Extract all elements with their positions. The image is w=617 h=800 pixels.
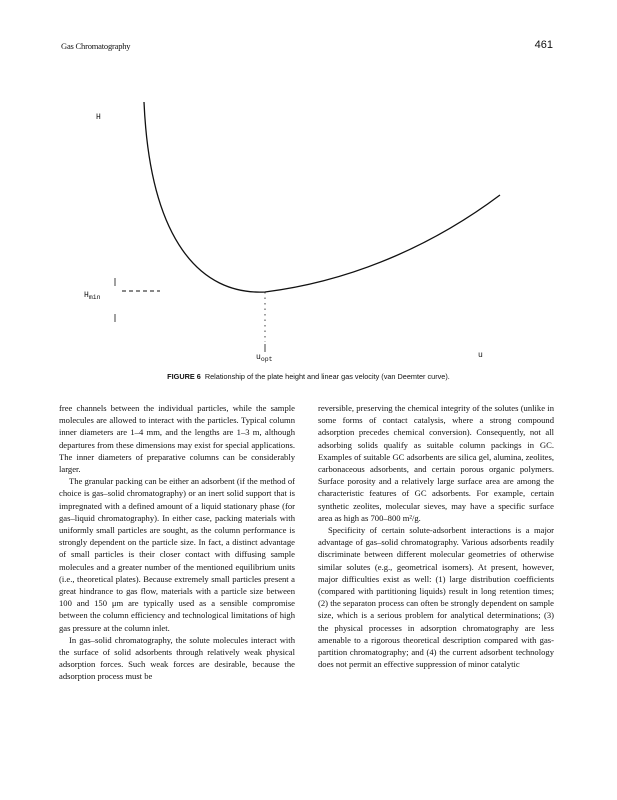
right-column [318, 402, 554, 670]
left-paragraph-3: In gas–solid chromatography, the solute molecules interact with the surface of solid adsorbents through relatively weak physical adsorption forces. Such weak forces are desirable, because the adsorption process must be [59, 634, 295, 682]
right-paragraph-1: reversible, preserving the chemical integrity of the solutes (unlike in some forms of contact catalysis, where a strong compound adsorption precedes chemical conversion). Consequently, not all adsorbing solids qualify as suitable column packings in GC. Examples of suitable GC adsorbents are silica gel, alumina, zeolites, carbonaceous adsorbents, and certain porous organic polymers. Surface porosity and a relatively large surface area are among the characteristic features of GC adsorbents. For example, certain synthetic zeolites, molecular sieves, may have a specific surface area as high as 700–800 m²/g. [318, 403, 554, 523]
caption-label: FIGURE 6 [167, 372, 201, 381]
page-number: 461 [534, 39, 553, 51]
u-axis-label: u [478, 351, 483, 360]
h-axis-label: H [96, 113, 101, 122]
left-paragraph-2: The granular packing can be either an adsorbent (if the method of choice is gas–solid chromatography) or an inert solid support that is impregnated with a defined amount of a liquid stationary phase (for gas–liquid chromatography). In either case, packing materials with uniformly small particles are sought, as the column performance is strongly dependent on the particle size. In fact, a distinct advantage of small particles is their closer contact with diffusing sample molecules and a greater number of the mentioned equilibrium units (i.e., theoretical plates). Because extremely small particles present a great hindrance to gas flow, materials with a particle size between 100 and 150 μm are typically used as a sensible compromise between the column efficiency and technological limitations of high gas pressure at the column inlet. [59, 476, 295, 633]
van-deemter-plot [60, 90, 560, 380]
uopt-label: $u_{opt}$ [256, 353, 273, 363]
left-paragraph-1: free channels between the individual particles, while the sample molecules are allowed to interact with the particles. Typical column inner diameters are 1–4 mm, and the lengths are 1–3 m, although departures from these dimensions may exist for special applications. The inner diameters of preparative columns can be considerably larger. [59, 403, 295, 475]
hmin-label: $H_{min}$ [84, 291, 101, 301]
figure-caption [0, 372, 617, 381]
van-deemter-figure [60, 90, 560, 380]
running-head: Gas Chromatography [61, 41, 131, 51]
right-paragraph-2: Specificity of certain solute-adsorbent interactions is a major advantage of gas–solid chromatography. Various adsorbents readily discriminate between different molecular geometries of otherwise similar solutes (e.g., geometrical isomers). At present, however, major difficulties exist as well: (1) large distribution coefficients (compared with partitioning liquids) result in long retention times; (2) the separaton process can often be strongly dependent on sample size, which is a serious problem for analytical determinations; (3) the physical processes in adsorption chromatography are less amenable to a rigorous theoretical description compared with gas-partition chromatography; and (4) the current adsorbent technology does not permit an effective suppression of minor catalytic [318, 525, 554, 670]
van-deemter-curve [144, 102, 500, 292]
caption-text: Relationship of the plate height and linear gas velocity (van Deemter curve). [204, 372, 450, 381]
left-column [59, 402, 295, 683]
